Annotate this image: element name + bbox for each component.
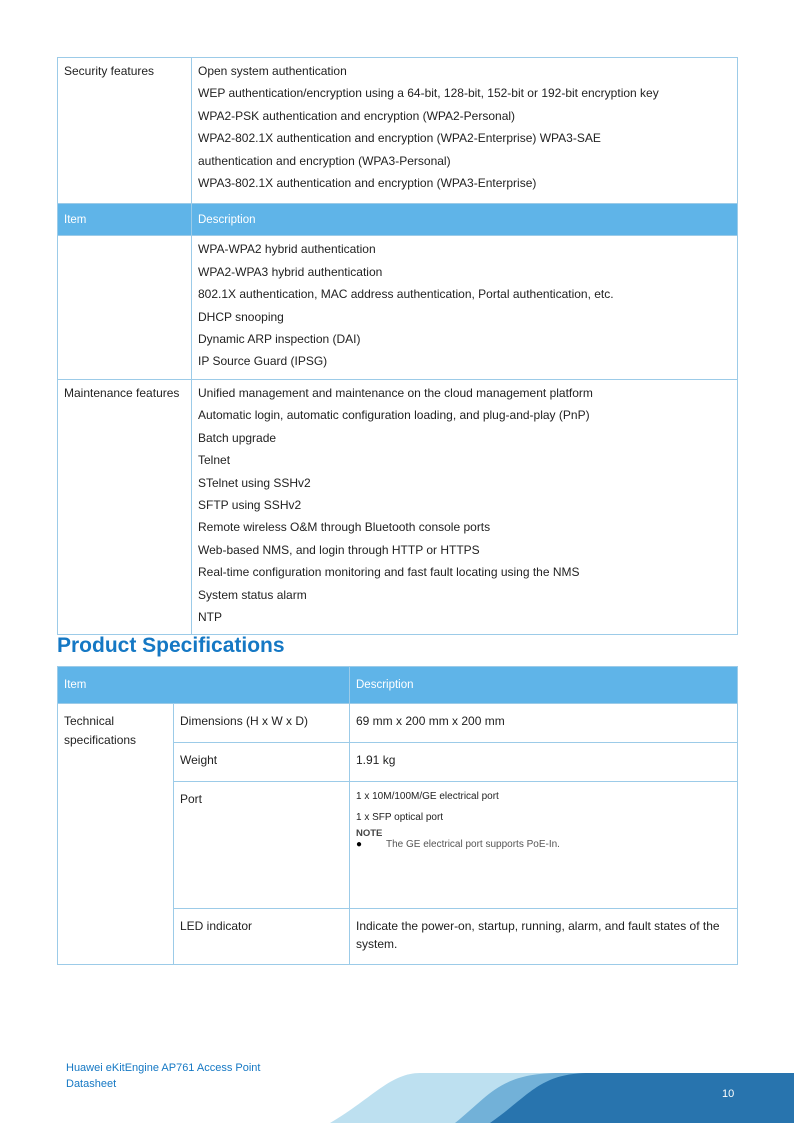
line: 802.1X authentication, MAC address authentication, Portal authentication, etc. <box>198 287 614 302</box>
spec-name: Dimensions (H x W x D) <box>174 704 350 743</box>
line: Telnet <box>198 453 231 468</box>
features-table <box>57 57 738 635</box>
line: authentication and encryption (WPA3-Personal) <box>198 153 451 168</box>
spec-value: 69 mm x 200 mm x 200 mm <box>350 704 738 743</box>
line: WPA2-WPA3 hybrid authentication <box>198 264 383 279</box>
line: WPA3-802.1X authentication and encryption (WPA3-Enterprise) <box>198 176 537 191</box>
line: WPA-WPA2 hybrid authentication <box>198 242 376 257</box>
header-item: Item <box>58 667 350 704</box>
spec-value: 1.91 kg <box>350 743 738 782</box>
line: System status alarm <box>198 587 307 602</box>
spec-name: Port <box>174 782 350 909</box>
line: 1 x SFP optical port <box>356 812 444 823</box>
spec-name: LED indicator <box>174 909 350 965</box>
line: STelnet using SSHv2 <box>198 475 311 490</box>
row-description <box>192 236 738 379</box>
table-row-security <box>58 58 738 204</box>
group-label: Technical specifications <box>58 704 174 965</box>
line: 1 x 10M/100M/GE electrical port <box>356 791 499 802</box>
spec-name: Weight <box>174 743 350 782</box>
line: SFTP using SSHv2 <box>198 497 302 512</box>
table-row <box>58 704 738 743</box>
row-label <box>58 236 192 379</box>
spec-value: Indicate the power-on, startup, running, alarm, and fault states of the system. <box>350 909 738 965</box>
row-description <box>192 58 738 204</box>
line: WPA2-PSK authentication and encryption (WPA2-Personal) <box>198 108 516 123</box>
spec-value <box>350 782 738 909</box>
header-item: Item <box>58 204 192 236</box>
line: Open system authentication <box>198 64 347 78</box>
section-title: Product Specifications <box>57 634 285 657</box>
header-description: Description <box>350 667 738 704</box>
row-label: Security features <box>58 58 192 204</box>
line: Web-based NMS, and login through HTTP or HTTPS <box>198 542 480 557</box>
page-number: 10 <box>722 1088 734 1100</box>
line: Real-time configuration monitoring and fast fault locating using the NMS <box>198 565 580 580</box>
line: NTP <box>198 609 222 624</box>
specifications-table <box>57 666 738 965</box>
line: WEP authentication/encryption using a 64-bit, 128-bit, 152-bit or 192-bit encryption key <box>198 86 659 101</box>
line: Batch upgrade <box>198 430 277 445</box>
line: DHCP snooping <box>198 309 284 324</box>
footer-wave-graphic <box>0 1040 794 1123</box>
line: IP Source Guard (IPSG) <box>198 354 328 369</box>
table-header <box>58 667 738 704</box>
line: Unified management and maintenance on the cloud management platform <box>198 385 593 400</box>
line: Remote wireless O&M through Bluetooth console ports <box>198 520 491 535</box>
note-label: NOTE <box>356 828 383 839</box>
line: Dynamic ARP inspection (DAI) <box>198 332 361 347</box>
line: WPA2-802.1X authentication and encryption (WPA2-Enterprise) WPA3-SAE <box>198 131 601 146</box>
footer-subtitle: Datasheet <box>66 1078 117 1090</box>
table-row-maintenance <box>58 379 738 634</box>
row-label: Maintenance features <box>58 379 192 634</box>
table-header <box>58 204 738 236</box>
table-row-security-cont <box>58 236 738 379</box>
note-text: The GE electrical port supports PoE-In. <box>386 839 560 850</box>
line: Automatic login, automatic configuration loading, and plug-and-play (PnP) <box>198 408 590 423</box>
footer-title: Huawei eKitEngine AP761 Access Point <box>66 1062 261 1074</box>
header-description: Description <box>192 204 738 236</box>
note-bullet: ● The GE electrical port supports PoE-In. <box>356 839 560 850</box>
row-description <box>192 379 738 634</box>
